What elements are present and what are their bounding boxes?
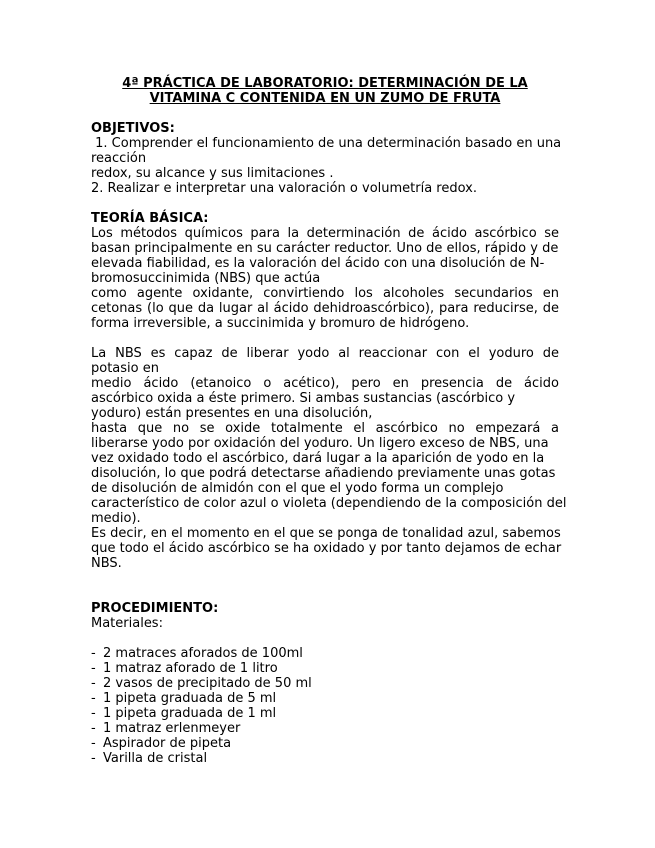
text-line: Es decir, en el momento en el que se ponga de tonalidad azul, sabemos bbox=[91, 526, 561, 541]
list-dash: - bbox=[91, 676, 96, 691]
spacer bbox=[91, 631, 559, 646]
text-line: medio ácido (etanoico o acético), pero en presencia de ácido bbox=[91, 376, 559, 391]
text-line: Los métodos químicos para la determinación de ácido ascórbico se bbox=[91, 226, 559, 241]
list-item-text: 1 pipeta graduada de 1 ml bbox=[103, 706, 277, 721]
list-dash: - bbox=[91, 706, 96, 721]
procedimiento-heading: PROCEDIMIENTO: bbox=[91, 601, 219, 616]
list-item bbox=[91, 661, 559, 676]
text-line: medio). bbox=[91, 511, 141, 526]
text-line: cetonas (lo que da lugar al ácido dehidroascórbico), para reducirse, de bbox=[91, 301, 559, 316]
text-line: como agente oxidante, convirtiendo los alcoholes secundarios en bbox=[91, 286, 559, 301]
document-title bbox=[91, 76, 559, 106]
list-item-text: Varilla de cristal bbox=[103, 751, 208, 766]
list-dash: - bbox=[91, 661, 96, 676]
text-line: liberarse yodo por oxidación del yoduro. Un ligero exceso de NBS, una bbox=[91, 436, 549, 451]
text-line: ascórbico oxida a éste primero. Si ambas sustancias (ascórbico y bbox=[91, 391, 516, 406]
text-line: elevada fiabilidad, es la valoración del ácido con una disolución de N- bbox=[91, 256, 545, 271]
spacer bbox=[91, 571, 559, 601]
text-line: basan principalmente en su carácter reductor. Uno de ellos, rápido y de bbox=[91, 241, 559, 256]
list-dash: - bbox=[91, 721, 96, 736]
list-item-text: 1 matraz aforado de 1 litro bbox=[103, 661, 278, 676]
list-item-text: 1 pipeta graduada de 5 ml bbox=[103, 691, 277, 706]
list-item bbox=[91, 706, 559, 721]
teoria-heading: TEORÍA BÁSICA: bbox=[91, 211, 209, 226]
list-item bbox=[91, 751, 559, 766]
title-line-2: VITAMINA C CONTENIDA EN UN ZUMO DE FRUTA bbox=[149, 91, 501, 106]
list-item-text: 1 matraz erlenmeyer bbox=[103, 721, 241, 736]
list-item bbox=[91, 721, 559, 736]
document-page bbox=[91, 76, 567, 766]
list-item-text: Aspirador de pipeta bbox=[103, 736, 232, 751]
objetivos-line: 2. Realizar e interpretar una valoración o volumetría redox. bbox=[91, 181, 477, 196]
spacer bbox=[91, 196, 559, 211]
objetivos-line: reacción bbox=[91, 151, 147, 166]
materiales-label: Materiales: bbox=[91, 616, 163, 631]
teoria-paragraph-2 bbox=[91, 346, 567, 571]
text-line: vez oxidado todo el ascórbico, dará lugar a la aparición de yodo en la bbox=[91, 451, 545, 466]
list-dash: - bbox=[91, 691, 96, 706]
text-line: hasta que no se oxide totalmente el ascórbico no empezará a bbox=[91, 421, 559, 436]
list-dash: - bbox=[91, 751, 96, 766]
list-item-text: 2 matraces aforados de 100ml bbox=[103, 646, 303, 661]
section-procedimiento bbox=[91, 601, 559, 766]
objetivos-heading: OBJETIVOS: bbox=[91, 121, 175, 136]
objetivos-line: 1. Comprender el funcionamiento de una determinación basado en una bbox=[91, 136, 562, 151]
list-item bbox=[91, 646, 559, 661]
list-dash: - bbox=[91, 646, 96, 661]
objetivos-line: redox, su alcance y sus limitaciones . bbox=[91, 166, 334, 181]
text-line: que todo el ácido ascórbico se ha oxidado y por tanto dejamos de echar bbox=[91, 541, 562, 556]
section-teoria bbox=[91, 211, 567, 571]
text-line: característico de color azul o violeta (dependiendo de la composición del bbox=[91, 496, 567, 511]
text-line: potasio en bbox=[91, 361, 159, 376]
list-dash: - bbox=[91, 736, 96, 751]
materials-list bbox=[91, 646, 559, 766]
list-item bbox=[91, 676, 559, 691]
spacer bbox=[91, 106, 559, 121]
text-line: La NBS es capaz de liberar yodo al reaccionar con el yoduro de bbox=[91, 346, 559, 361]
list-item bbox=[91, 691, 559, 706]
text-line: NBS. bbox=[91, 556, 122, 571]
text-line: forma irreversible, a succinimida y bromuro de hidrógeno. bbox=[91, 316, 470, 331]
list-item bbox=[91, 736, 559, 751]
teoria-paragraph-1 bbox=[91, 226, 559, 331]
text-line: yoduro) están presentes en una disolución, bbox=[91, 406, 373, 421]
spacer bbox=[91, 331, 559, 346]
title-line-1: 4ª PRÁCTICA DE LABORATORIO: DETERMINACIÓN DE LA bbox=[122, 76, 528, 91]
section-objetivos bbox=[91, 121, 562, 196]
text-line: disolución, lo que podrá detectarse añadiendo previamente unas gotas bbox=[91, 466, 556, 481]
list-item-text: 2 vasos de precipitado de 50 ml bbox=[103, 676, 312, 691]
text-line: de disolución de almidón con el que el yodo forma un complejo bbox=[91, 481, 504, 496]
text-line: bromosuccinimida (NBS) que actúa bbox=[91, 271, 321, 286]
